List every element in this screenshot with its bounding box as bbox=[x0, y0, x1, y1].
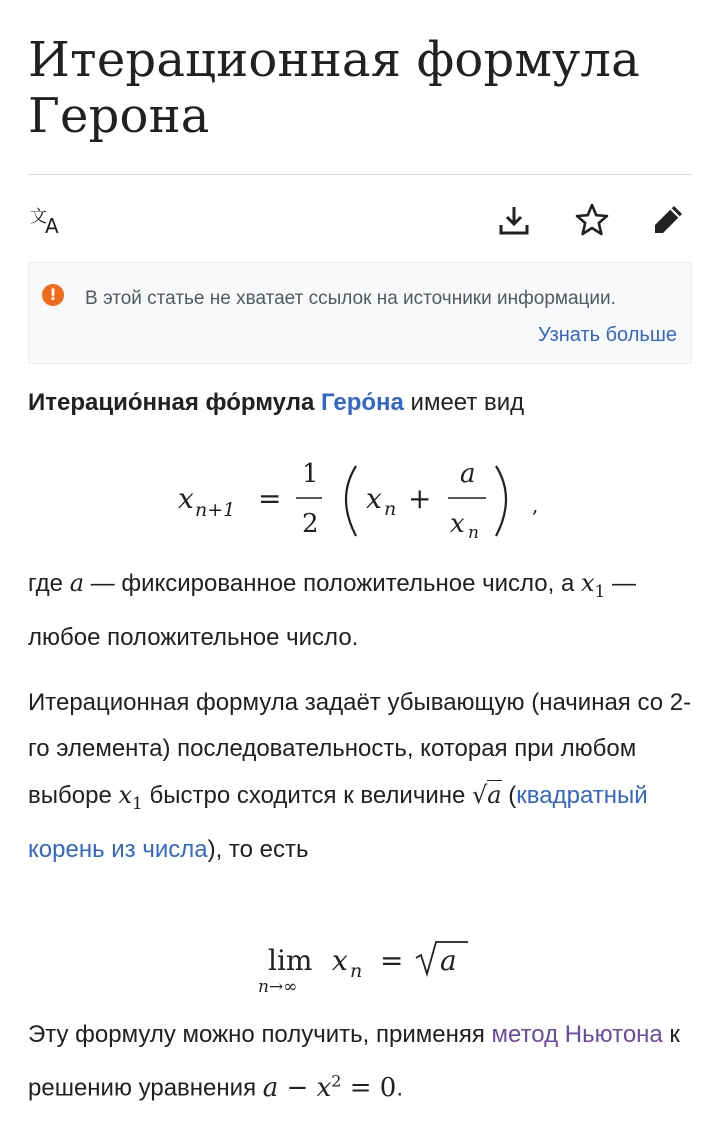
exclamation-icon: ! bbox=[42, 284, 64, 306]
page-actions-toolbar bbox=[28, 192, 692, 248]
formula-plus: + bbox=[408, 482, 432, 515]
formula-trailing-comma: , bbox=[532, 493, 539, 517]
star-icon[interactable] bbox=[572, 200, 612, 240]
sqrt-arg: a bbox=[487, 781, 502, 809]
para1-text-1: где bbox=[28, 570, 70, 597]
download-icon[interactable] bbox=[494, 200, 534, 240]
para2-text-4: ), то есть bbox=[207, 835, 309, 863]
formula-equals: = bbox=[258, 482, 282, 515]
translate-icon[interactable] bbox=[28, 200, 68, 240]
convergence-paragraph bbox=[28, 680, 696, 873]
para2-text-3: ( bbox=[501, 782, 517, 809]
pencil-icon[interactable] bbox=[648, 200, 688, 240]
para2-text-1: Итерационная формула задаёт убывающую (начиная со 2-го элемента) последовательность, которая при любом выборе bbox=[28, 689, 692, 809]
title-divider bbox=[28, 174, 692, 175]
notice-text: В этой статье не хватает ссылок на источники информации. bbox=[85, 288, 616, 309]
math-a: a bbox=[69, 569, 85, 597]
math-x1-sub: 1 bbox=[594, 581, 606, 602]
limit-formula bbox=[256, 936, 476, 998]
lim-sqrt-arg: a bbox=[440, 944, 457, 977]
para3-text-2: к решению уравнения bbox=[28, 1021, 680, 1102]
lim-x-sub: n bbox=[350, 960, 363, 982]
intro-rest: имеет вид bbox=[410, 389, 525, 416]
iteration-formula bbox=[178, 452, 558, 550]
math-x1-b: x bbox=[118, 781, 133, 809]
intro-paragraph bbox=[28, 380, 696, 426]
square-root-link[interactable]: квадратный корень из числа bbox=[28, 782, 648, 863]
lim-equals: = bbox=[380, 944, 404, 977]
equation-inline bbox=[263, 1073, 397, 1103]
formula-lhs-sub: n+1 bbox=[195, 499, 236, 521]
definition-paragraph bbox=[28, 560, 696, 661]
eq-zero: 0 bbox=[379, 1072, 397, 1103]
formula-inner-den-x: x bbox=[450, 509, 465, 539]
page-title: Итерационная формула Герона bbox=[28, 32, 640, 144]
para3-text-3: . bbox=[396, 1074, 403, 1102]
para3-text-1: Эту формулу можно получить, применяя bbox=[28, 1021, 492, 1048]
formula-inner-x: x bbox=[366, 482, 382, 515]
para1-text-2: — фиксированное положительное число, а bbox=[84, 570, 581, 597]
formula-inner-sub: n bbox=[384, 498, 397, 520]
svg-text:文: 文 bbox=[30, 207, 47, 227]
para1-text-3: — любое положительное число. bbox=[28, 570, 637, 651]
formula-inner-num: a bbox=[460, 459, 476, 489]
svg-text:A: A bbox=[45, 214, 59, 238]
formula-inner-den-sub: n bbox=[468, 523, 479, 543]
math-x1-b-sub: 1 bbox=[132, 793, 143, 814]
learn-more-link[interactable]: Узнать больше bbox=[537, 324, 677, 346]
lim-x: x bbox=[332, 944, 348, 977]
sqrt-a-inline: √a bbox=[472, 781, 502, 809]
para2-text-2: быстро сходится к величине bbox=[142, 782, 472, 809]
eq-a: a bbox=[262, 1072, 279, 1103]
formula-lhs: x bbox=[178, 482, 194, 515]
heron-link[interactable]: Геро́на bbox=[320, 389, 404, 416]
citation-needed-notice bbox=[28, 262, 692, 364]
eq-equals: = bbox=[349, 1072, 372, 1103]
formula-frac-den: 2 bbox=[302, 509, 319, 539]
intro-bold-term: Итерацио́нная фо́рмула bbox=[28, 389, 315, 416]
eq-minus: − bbox=[286, 1072, 309, 1103]
newton-method-link[interactable]: метод Ньютона bbox=[491, 1021, 663, 1048]
eq-pow: 2 bbox=[331, 1071, 342, 1090]
lim-under: n→∞ bbox=[258, 977, 298, 997]
eq-x: x bbox=[316, 1072, 332, 1103]
newton-paragraph bbox=[28, 1012, 696, 1112]
formula-frac-num: 1 bbox=[302, 459, 319, 489]
math-x1: x bbox=[580, 569, 595, 597]
lim-text: lim bbox=[268, 944, 313, 977]
